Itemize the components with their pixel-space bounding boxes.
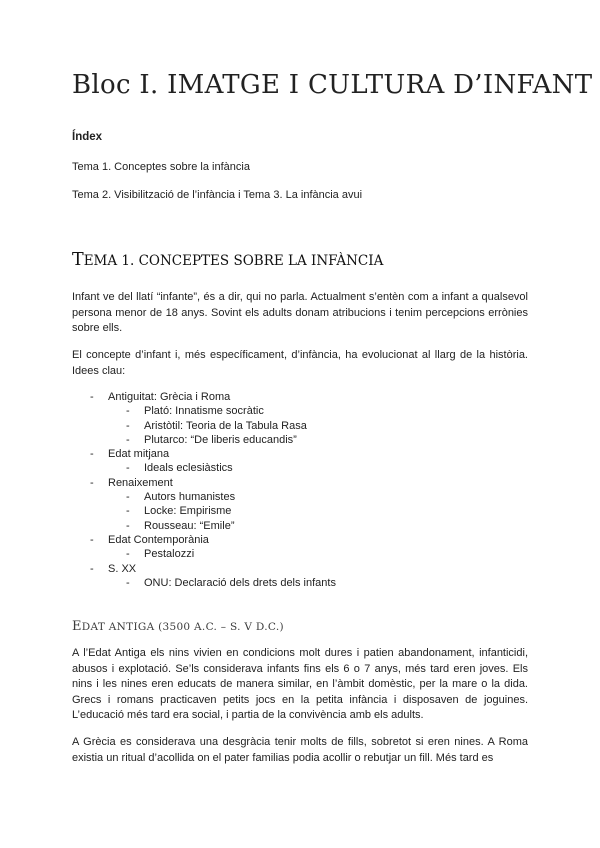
list-item-text: Edat mitjana — [108, 448, 170, 461]
section-heading-smallcaps: EMA 1. CONCEPTES SOBRE LA INFÀNCIA — [83, 253, 384, 269]
list-item-text: Plutarco: “De liberis educandis” — [144, 433, 297, 446]
list-item-text: S. XX — [108, 562, 137, 575]
subsection-heading-smallcaps: DAT ANTIGA (3500 A.C. – S. V D.C.) — [81, 621, 284, 633]
paragraph-evolution: El concepte d’infant i, més específicament, d’infància, ha evolucionat al llarg de la història. Idees clau: — [72, 349, 528, 377]
list-item — [72, 519, 528, 533]
list-bullet: - — [126, 405, 130, 418]
list-item-text: Antiguitat: Grècia i Roma — [108, 391, 231, 403]
list-item-text: ONU: Declaració dels drets dels infants — [144, 576, 336, 589]
list-bullet: - — [90, 391, 94, 403]
index-item-2: Tema 2. Visibilització de l’infància i Tema 3. La infància avui — [72, 189, 363, 201]
list-item-text: Rousseau: “Emile” — [144, 519, 235, 532]
section-heading-initial: T — [72, 250, 84, 270]
list-item — [72, 433, 528, 447]
paragraph-greece-rome: A Grècia es considerava una desgràcia tenir molts de fills, sobretot si eren nines. A Roma existia un ritual d’acollida on el pater familias podia acollir o rebutjar un fill. Més tard es — [72, 736, 528, 764]
list-bullet: - — [126, 419, 130, 432]
paragraph-antiquity: A l’Edat Antiga els nins vivien en condicions molt dures i patien abandonament, infanticidi, abusos i explotació. Se’ls considerava infants fins els 6 o 7 anys, més tard eren joves. Els nins i les nines eren educats de manera similar, en l’àmbit domèstic, per la mare o la dida. Grecs i romans practicaven petits jocs en la petita infància i disposaven de joguines. L’educació més tard era social, i partia de la convivència amb els adults. — [72, 647, 528, 721]
list-item — [72, 476, 528, 490]
list-item — [72, 390, 528, 404]
list-item-text: Autors humanistes — [144, 491, 236, 504]
list-item-text: Edat Contemporània — [108, 533, 209, 546]
list-item — [72, 533, 528, 547]
list-bullet: - — [90, 533, 94, 546]
index-item-1: Tema 1. Conceptes sobre la infància — [72, 161, 250, 173]
list-item — [72, 490, 528, 504]
list-item-text: Aristòtil: Teoria de la Tabula Rasa — [144, 419, 307, 432]
list-bullet: - — [90, 448, 94, 461]
list-item — [72, 547, 528, 561]
list-bullet: - — [126, 433, 130, 446]
list-item-text: Ideals eclesiàstics — [144, 462, 233, 475]
document-title: Bloc I. IMATGE I CULTURA D’INFANT — [72, 70, 593, 100]
list-item-text: Renaixement — [108, 476, 173, 489]
key-ideas-list — [72, 390, 528, 590]
list-item-text: Pestalozzi — [144, 548, 195, 561]
list-bullet: - — [126, 462, 130, 475]
paragraph-intro: Infant ve del llatí “infante”, és a dir, qui no parla. Actualment s’entèn com a infant a qualsevol persona menor de 18 anys. Sovint els adults donam atribucions i tenim percepcions errònies sobre ells. — [72, 291, 528, 334]
list-bullet: - — [90, 562, 94, 575]
list-bullet: - — [126, 576, 130, 589]
list-bullet: - — [126, 548, 130, 561]
list-bullet: - — [90, 476, 94, 489]
subsection-heading-initial: E — [72, 619, 82, 634]
list-bullet: - — [126, 519, 130, 532]
index-heading: Índex — [72, 131, 103, 143]
list-item-text: Locke: Empirisme — [144, 505, 232, 518]
list-item — [72, 576, 528, 590]
subsection-heading — [72, 619, 284, 634]
list-bullet: - — [126, 505, 130, 518]
list-item — [72, 447, 528, 461]
list-bullet: - — [126, 491, 130, 504]
list-item — [72, 504, 528, 518]
list-item — [72, 404, 528, 418]
list-item — [72, 461, 528, 475]
section-heading — [72, 250, 383, 270]
list-item-text: Plató: Innatisme socràtic — [144, 405, 264, 418]
list-item — [72, 419, 528, 433]
list-item — [72, 562, 528, 576]
